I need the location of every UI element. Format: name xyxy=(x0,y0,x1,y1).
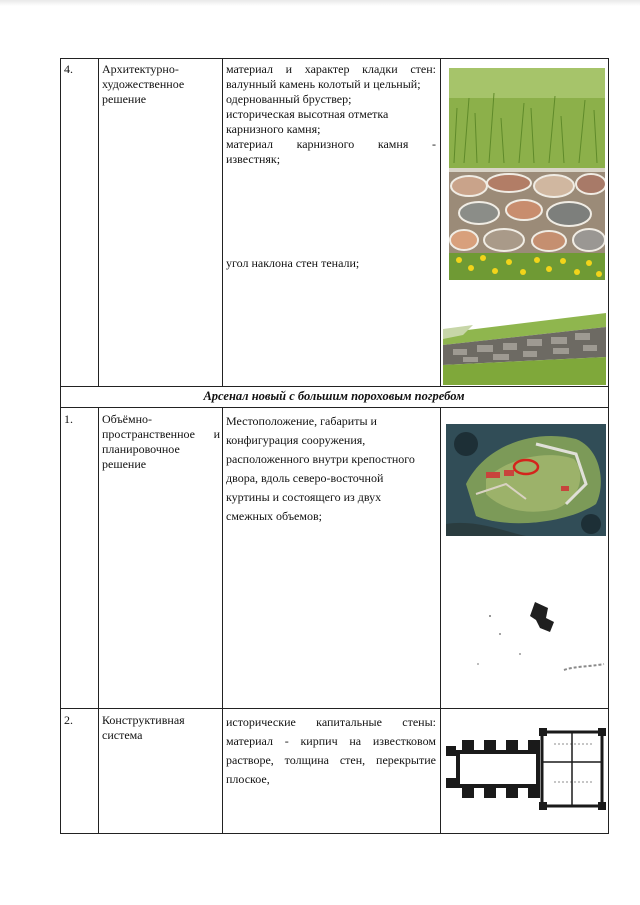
row-number: 1. xyxy=(64,412,73,426)
row-number: 4. xyxy=(64,62,73,76)
row-number: 2. xyxy=(64,713,73,727)
aerial-photo xyxy=(446,424,606,536)
photo-stone-wall xyxy=(449,68,605,280)
photo-wall-slope xyxy=(443,305,606,385)
site-plan-sketch xyxy=(470,594,606,678)
page-top-shadow xyxy=(0,0,640,6)
floor-plan-drawing xyxy=(444,726,606,812)
row-name: Архитектурно-художественное решение xyxy=(102,62,185,106)
section-title: Арсенал новый с большим пороховым погребом xyxy=(203,389,465,403)
